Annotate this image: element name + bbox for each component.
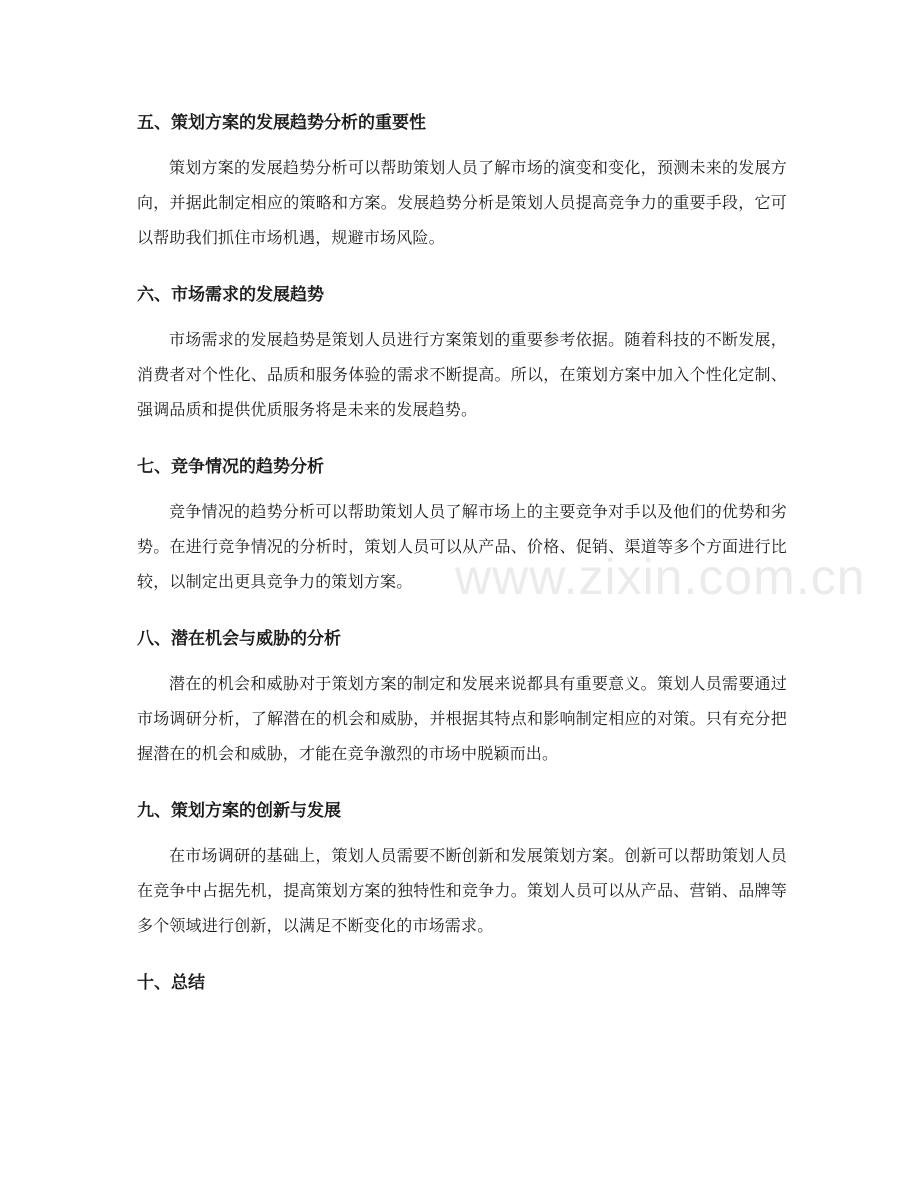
watermark: www.zixin.com.cn [455,549,866,605]
section-9 [137,792,787,943]
section-7 [137,448,787,599]
document-body [137,104,787,1002]
section-heading: 五、策划方案的发展趋势分析的重要性 [137,113,426,133]
section-paragraph: 在市场调研的基础上，策划人员需要不断创新和发展策划方案。创新可以帮助策划人员在竞争中占据先机，提高策划方案的独特性和竞争力。策划人员可以从产品、营销、品牌等多个领域进行创新，以满足不断变化的市场需求。 [137,846,787,935]
section-heading: 九、策划方案的创新与发展 [137,801,341,821]
section-paragraph: 竞争情况的趋势分析可以帮助策划人员了解市场上的主要竞争对手以及他们的优势和劣势。在进行竞争情况的分析时，策划人员可以从产品、价格、促销、渠道等多个方面进行比较，以制定出更具竞争力的策划方案。 [137,502,787,591]
section-paragraph: 潜在的机会和威胁对于策划方案的制定和发展来说都具有重要意义。策划人员需要通过市场调研分析，了解潜在的机会和威胁，并根据其特点和影响制定相应的对策。只有充分把握潜在的机会和威胁，才能在竞争激烈的市场中脱颖而出。 [137,674,787,763]
section-10 [137,964,787,1002]
section-heading: 八、潜在机会与威胁的分析 [137,629,341,649]
section-paragraph: 策划方案的发展趋势分析可以帮助策划人员了解市场的演变和变化，预测未来的发展方向，并据此制定相应的策略和方案。发展趋势分析是策划人员提高竞争力的重要手段，它可以帮助我们抓住市场机遇，规避市场风险。 [137,158,787,247]
section-5 [137,104,787,255]
section-heading: 十、总结 [137,973,205,993]
section-6 [137,276,787,427]
section-heading: 六、市场需求的发展趋势 [137,285,324,305]
section-8 [137,620,787,771]
section-heading: 七、竞争情况的趋势分析 [137,457,324,477]
section-paragraph: 市场需求的发展趋势是策划人员进行方案策划的重要参考依据。随着科技的不断发展，消费者对个性化、品质和服务体验的需求不断提高。所以，在策划方案中加入个性化定制、强调品质和提供优质服务将是未来的发展趋势。 [137,330,787,419]
